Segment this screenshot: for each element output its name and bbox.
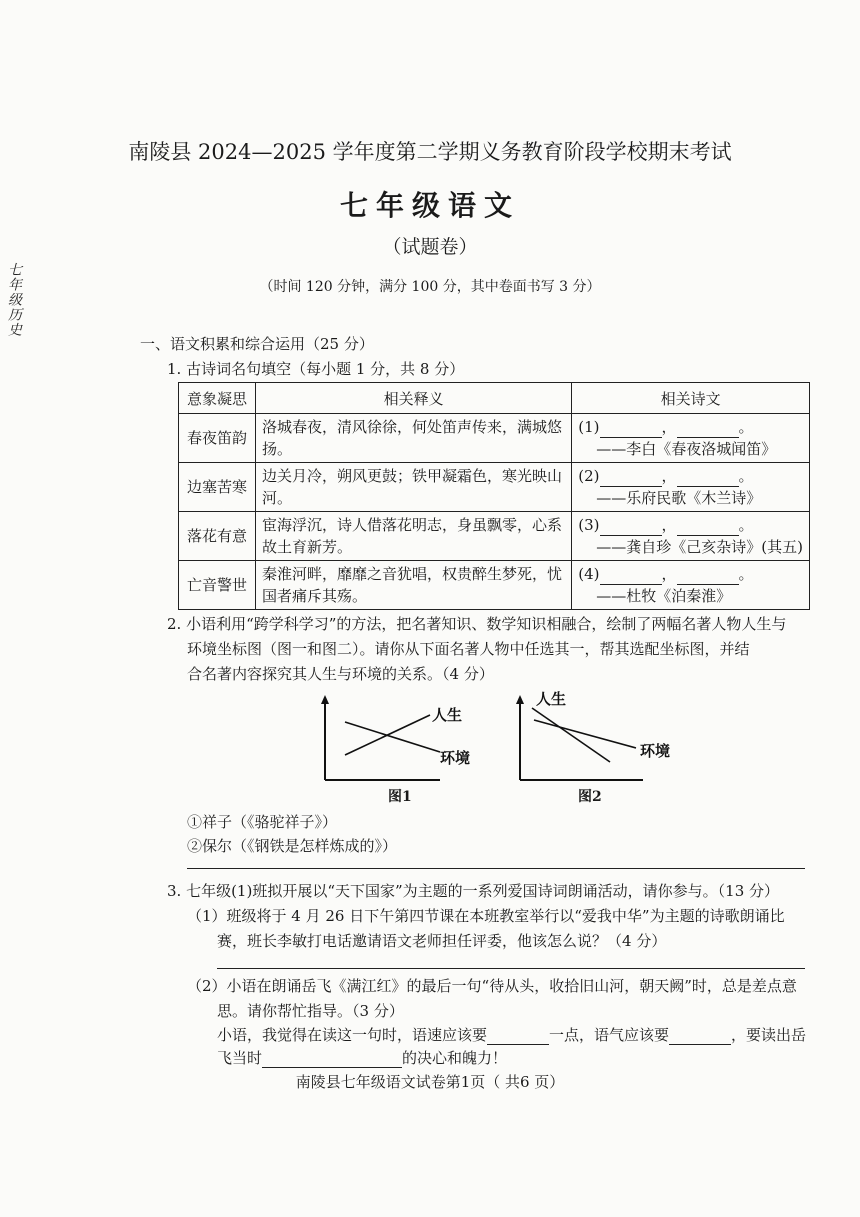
question-3-2-line1: （2）小语在朗诵岳飞《满江红》的最后一句“待从头，收拾旧山河，朝天阙”时，总是差点意 xyxy=(187,977,797,995)
answer-blank[interactable] xyxy=(677,570,739,585)
fig1-y-arrow xyxy=(321,695,329,704)
punct: 。 xyxy=(738,565,754,583)
header-imagery: 意象凝思 xyxy=(179,383,256,414)
answer-blank[interactable] xyxy=(677,472,739,487)
imagery-cell: 亡音警世 xyxy=(179,561,256,610)
answer-blank[interactable] xyxy=(600,570,662,585)
poem-source: ——李白《春夜洛城闻笛》 xyxy=(596,440,777,458)
poem-cell xyxy=(572,414,810,463)
meaning-cell: 洛城春夜，清风徐徐，何处笛声传来，满城悠扬。 xyxy=(255,414,571,463)
poem-source: ——杜牧《泊秦淮》 xyxy=(596,587,732,605)
fill-blank-tone[interactable] xyxy=(669,1029,731,1045)
section-title: 一、语文积累和综合运用（25 分） xyxy=(140,335,374,353)
blank-number: (1) xyxy=(578,418,600,436)
answer-line[interactable] xyxy=(187,868,805,869)
option-1: ①祥子（《骆驼祥子》） xyxy=(187,813,338,831)
punct: 。 xyxy=(738,516,754,534)
answer-blank[interactable] xyxy=(600,521,662,536)
question-3-2-line2: 思。请你帮忙指导。（3 分） xyxy=(217,1002,404,1020)
answer-line[interactable] xyxy=(217,968,805,969)
imagery-cell: 落花有意 xyxy=(179,512,256,561)
question-1-stem: 1. 古诗词名句填空（每小题 1 分，共 8 分） xyxy=(167,360,465,378)
fig1-caption: 图1 xyxy=(388,789,412,805)
fig2-env-label: 环境 xyxy=(640,742,671,760)
question-2-line2: 环境坐标图（图一和图二）。请你从下面名著人物中任选其一，帮其选配坐标图，并结 xyxy=(187,640,750,658)
punct: ， xyxy=(661,565,677,583)
punct: ， xyxy=(661,467,677,485)
exam-title: 南陵县 2024—2025 学年度第二学期义务教育阶段学校期末考试 xyxy=(128,140,732,164)
table-row xyxy=(179,463,810,512)
fig1-env-label: 环境 xyxy=(440,749,471,767)
question-3-1-line2: 赛，班长李敏打电话邀请语文老师担任评委，他该怎么说？（4 分） xyxy=(217,932,667,950)
poem-source: ——龚自珍《己亥杂诗》(其五) xyxy=(596,538,803,556)
side-label: 七年级历史 xyxy=(6,262,22,337)
table-row xyxy=(179,512,810,561)
answer-blank[interactable] xyxy=(600,423,662,438)
poem-table xyxy=(178,382,810,610)
question-3-stem: 3. 七年级(1)班拟开展以“天下国家”为主题的一系列爱国诗词朗诵活动，请你参与。（13 分） xyxy=(167,882,780,900)
option-2: ②保尔（《钢铁是怎样炼成的》） xyxy=(187,837,398,855)
fill-text-b: 一点，语气应该要 xyxy=(549,1026,670,1044)
fill-text-e: 的决心和魄力！ xyxy=(402,1049,508,1067)
answer-blank[interactable] xyxy=(677,521,739,536)
fig2-life-line xyxy=(532,708,610,762)
meaning-cell: 秦淮河畔，靡靡之音犹唱，权贵醉生梦死，忧国者痛斥其殇。 xyxy=(255,561,571,610)
fig1-life-label: 人生 xyxy=(432,706,463,724)
blank-number: (2) xyxy=(578,467,600,485)
table-row xyxy=(179,414,810,463)
punct: ， xyxy=(661,516,677,534)
question-3-1-line1: （1）班级将于 4 月 26 日下午第四节课在本班教室举行以“爱我中华”为主题的诗歌朗诵比 xyxy=(187,907,785,925)
poem-cell xyxy=(572,512,810,561)
imagery-cell: 边塞苦寒 xyxy=(179,463,256,512)
meaning-cell: 边关月冷，朔风更鼓；铁甲凝霜色，寒光映山河。 xyxy=(255,463,571,512)
fill-blank-resolve[interactable] xyxy=(262,1052,402,1068)
fig2-caption: 图2 xyxy=(578,789,602,805)
blank-number: (3) xyxy=(578,516,600,534)
table-header-row xyxy=(179,383,810,414)
poem-cell xyxy=(572,561,810,610)
blank-number: (4) xyxy=(578,565,600,583)
fill-blank-speed[interactable] xyxy=(487,1029,549,1045)
punct: 。 xyxy=(738,467,754,485)
imagery-cell: 春夜笛韵 xyxy=(179,414,256,463)
question-2-line3: 合名著内容探究其人生与环境的关系。（4 分） xyxy=(187,665,494,683)
paper-type: （试题卷） xyxy=(382,236,478,258)
header-meaning: 相关释义 xyxy=(255,383,571,414)
header-poem: 相关诗文 xyxy=(572,383,810,414)
figure-2 xyxy=(508,690,698,810)
time-note: （时间 120 分钟，满分 100 分，其中卷面书写 3 分） xyxy=(259,279,601,295)
table-row xyxy=(179,561,810,610)
poem-source: ——乐府民歌《木兰诗》 xyxy=(596,489,762,507)
fill-text-d: 飞当时 xyxy=(217,1049,263,1067)
fill-line-2 xyxy=(217,1047,507,1068)
answer-blank[interactable] xyxy=(600,472,662,487)
fill-line-1 xyxy=(217,1024,806,1045)
fill-text-a: 小语，我觉得在读这一句时，语速应该要 xyxy=(217,1026,488,1044)
question-2-line1: 2. 小语利用“跨学科学习”的方法，把名著知识、数学知识相融合，绘制了两幅名著人物人生与 xyxy=(167,615,787,633)
page-footer: 南陵县七年级语文试卷第1页（ 共6 页） xyxy=(295,1073,565,1091)
fill-text-c: ，要读出岳 xyxy=(731,1026,807,1044)
subject-title: 七年级语文 xyxy=(339,189,520,222)
punct: 。 xyxy=(738,418,754,436)
punct: ， xyxy=(661,418,677,436)
fig2-y-arrow xyxy=(516,695,524,704)
meaning-cell: 宦海浮沉，诗人借落花明志，身虽飘零，心系故土育新芳。 xyxy=(255,512,571,561)
fig2-life-label: 人生 xyxy=(536,690,567,708)
answer-blank[interactable] xyxy=(677,423,739,438)
poem-cell xyxy=(572,463,810,512)
